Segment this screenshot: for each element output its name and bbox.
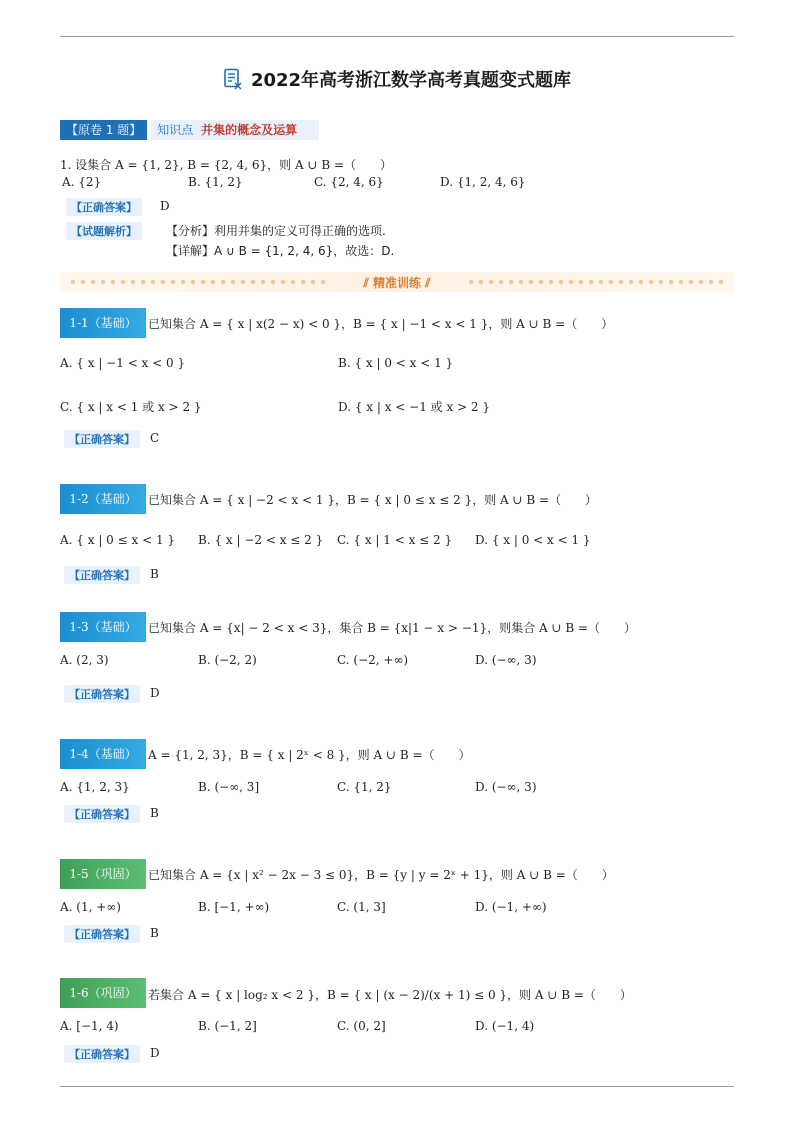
answer-tag: 【正确答案】: [64, 566, 140, 584]
option-c: C. (0, 2]: [337, 1019, 386, 1033]
option-c: C. (−2, +∞): [337, 653, 409, 667]
answer-value: B: [150, 926, 159, 940]
dot-divider-left: [68, 279, 328, 285]
problem-tag: 1-1（基础）: [60, 308, 146, 338]
section-title: ⫽ 精准训练 ⫽: [355, 276, 438, 290]
option-c: C. (1, 3]: [337, 900, 386, 914]
option-b: B. { x | 0 < x < 1 }: [338, 356, 454, 370]
answer-value: B: [150, 806, 159, 820]
answer-tag: 【正确答案】: [64, 685, 140, 703]
problem-stem: A = {1, 2, 3}，B = { x | 2ˣ < 8 }，则 A ∪ B =（ ）: [148, 748, 471, 762]
problem-tag: 1-5（巩固）: [60, 859, 146, 889]
problem-tag: 1-3（基础）: [60, 612, 146, 642]
problem-stem: 若集合 A = { x | log₂ x < 2 }，B = { x | (x − 2)/(x + 1) ≤ 0 }，则 A ∪ B =（ ）: [148, 988, 632, 1002]
title-text: 2022年高考浙江数学高考真题变式题库: [250, 70, 572, 91]
option-b: B. [−1, +∞): [198, 900, 270, 914]
original-option-c: C. {2, 4, 6}: [314, 175, 384, 189]
option-c: C. { x | 1 < x ≤ 2 }: [337, 533, 453, 547]
answer-value: B: [150, 567, 159, 581]
top-rule: [60, 36, 734, 37]
option-a: A. { x | 0 ≤ x < 1 }: [60, 533, 176, 547]
option-a: A. (1, +∞): [60, 900, 121, 914]
option-a: A. {1, 2, 3}: [60, 780, 130, 794]
analysis-line-2: 【详解】A ∪ B = {1, 2, 4, 6}，故选：D.: [166, 244, 395, 258]
option-b: B. (−2, 2): [198, 653, 257, 667]
option-d: D. (−∞, 3): [475, 780, 537, 794]
answer-tag: 【正确答案】: [64, 805, 140, 823]
option-d: D. (−1, +∞): [475, 900, 547, 914]
original-answer: D: [160, 199, 170, 213]
option-d: D. (−∞, 3): [475, 653, 537, 667]
option-a: A. (2, 3): [60, 653, 109, 667]
knowledge-point: 并集的概念及运算: [201, 123, 298, 137]
original-option-a: A. {2}: [62, 175, 102, 189]
answer-value: C: [150, 431, 160, 445]
original-option-b: B. {1, 2}: [188, 175, 243, 189]
answer-tag: 【正确答案】: [64, 430, 140, 448]
answer-value: D: [150, 1046, 160, 1060]
problem-tag: 1-2（基础）: [60, 484, 146, 514]
original-analysis-tag: 【试题解析】: [66, 222, 142, 240]
problem-stem: 已知集合 A = {x | x² − 2x − 3 ≤ 0}，B = {y | y = 2ˣ + 1}，则 A ∪ B =（ ）: [148, 868, 614, 882]
problem-tag: 1-6（巩固）: [60, 978, 146, 1008]
answer-tag: 【正确答案】: [64, 1045, 140, 1063]
title-block: [0, 66, 794, 94]
option-d: D. (−1, 4): [475, 1019, 535, 1033]
knowledge-label: 知识点: [157, 123, 194, 137]
document-edit-icon: [223, 68, 243, 90]
dot-divider-right: [466, 279, 726, 285]
option-c: C. { x | x < 1 或 x > 2 }: [60, 400, 202, 414]
original-option-d: D. {1, 2, 4, 6}: [440, 175, 526, 189]
problem-stem: 已知集合 A = {x| − 2 < x < 3}，集合 B = {x|1 − x > −1}，则集合 A ∪ B =（ ）: [148, 621, 637, 635]
page-title: [223, 66, 571, 92]
problem-stem: 已知集合 A = { x | −2 < x < 1 }，B = { x | 0 ≤ x ≤ 2 }，则 A ∪ B =（ ）: [148, 493, 598, 507]
answer-value: D: [150, 686, 160, 700]
option-a: A. [−1, 4): [60, 1019, 119, 1033]
bottom-rule: [60, 1086, 734, 1087]
original-question: 1. 设集合 A = {1, 2}, B = {2, 4, 6}，则 A ∪ B =（ ）: [60, 158, 393, 172]
original-answer-tag: 【正确答案】: [66, 198, 142, 216]
option-b: B. { x | −2 < x ≤ 2 }: [198, 533, 324, 547]
option-b: B. (−1, 2]: [198, 1019, 257, 1033]
answer-tag: 【正确答案】: [64, 925, 140, 943]
option-c: C. {1, 2}: [337, 780, 392, 794]
original-header: [60, 120, 319, 140]
option-d: D. { x | 0 < x < 1 }: [475, 533, 591, 547]
section-banner: [60, 272, 734, 292]
option-b: B. (−∞, 3]: [198, 780, 260, 794]
option-a: A. { x | −1 < x < 0 }: [60, 356, 186, 370]
analysis-line-1: 【分析】利用并集的定义可得正确的选项.: [166, 224, 386, 238]
original-tag: 【原卷 1 题】: [60, 120, 147, 140]
option-d: D. { x | x < −1 或 x > 2 }: [338, 400, 491, 414]
knowledge-point-box: [151, 120, 319, 140]
problem-tag: 1-4（基础）: [60, 739, 146, 769]
problem-stem: 已知集合 A = { x | x(2 − x) < 0 }，B = { x | −1 < x < 1 }，则 A ∪ B =（ ）: [148, 317, 614, 331]
